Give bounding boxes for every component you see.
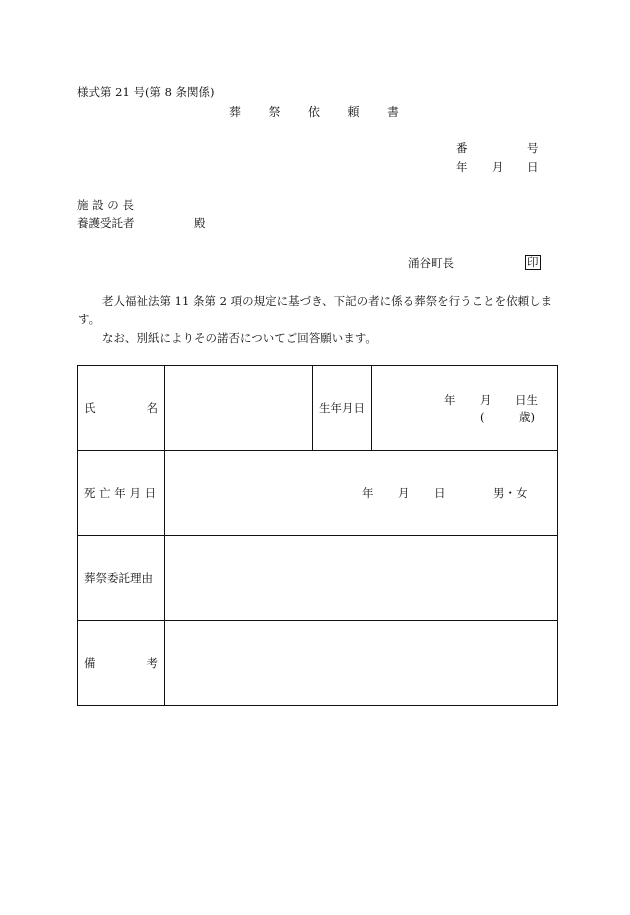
name-label-char: 氏 xyxy=(84,401,96,415)
title-char: 書 xyxy=(386,105,399,119)
dob-month: 月 xyxy=(480,393,492,407)
body-paragraph-1: 老人福祉法第 11 条第 2 項の規定に基づき、下記の者に係る葬祭を行うことを依頼します。 xyxy=(78,294,553,326)
age-close: 歳) xyxy=(519,410,535,424)
sender-name: 涌谷町長 xyxy=(408,256,454,270)
funeral-reason-label: 葬祭委託理由 xyxy=(84,571,153,585)
seal-mark: 印 xyxy=(527,255,539,269)
form-number: 様式第 21 号(第 8 条関係) xyxy=(77,85,215,99)
funeral-reason-value-cell[interactable] xyxy=(165,536,558,621)
remarks-value-cell[interactable] xyxy=(165,621,558,706)
death-date-value-cell[interactable] xyxy=(165,451,558,536)
document-title xyxy=(229,103,399,120)
death-date-label: 死 亡 年 月 日 xyxy=(84,486,157,500)
name-label-cell xyxy=(78,366,165,451)
name-value-cell[interactable] xyxy=(165,366,313,451)
addressee-foster: 養護受託者 xyxy=(77,216,135,230)
name-label-char: 名 xyxy=(146,401,158,415)
sex-choice[interactable]: 男・女 xyxy=(493,486,528,500)
table-row xyxy=(78,536,558,621)
dob-label: 生年月日 xyxy=(319,401,365,415)
date-year: 年 xyxy=(456,160,468,174)
death-date-label-cell xyxy=(78,451,165,536)
number-suffix: 号 xyxy=(527,141,539,155)
date-month: 月 xyxy=(492,160,504,174)
request-form-table xyxy=(77,365,558,706)
dob-day: 日生 xyxy=(515,393,538,407)
number-label: 番 xyxy=(456,141,468,155)
title-char: 頼 xyxy=(347,105,360,119)
title-char: 葬 xyxy=(229,105,242,119)
title-char: 祭 xyxy=(268,105,281,119)
title-char: 依 xyxy=(307,105,320,119)
table-row xyxy=(78,621,558,706)
death-day: 日 xyxy=(434,486,446,500)
body-paragraph-2: なお、別紙によりその諾否についてご回答願います。 xyxy=(102,331,377,345)
date-day: 日 xyxy=(527,160,539,174)
dob-label-cell xyxy=(313,366,372,451)
death-year: 年 xyxy=(362,486,374,500)
remarks-label-cell xyxy=(78,621,165,706)
age-open: ( xyxy=(480,410,485,424)
death-month: 月 xyxy=(398,486,410,500)
remarks-label-char: 考 xyxy=(146,656,158,670)
funeral-reason-label-cell xyxy=(78,536,165,621)
dob-value-cell[interactable] xyxy=(372,366,558,451)
remarks-label-char: 備 xyxy=(84,656,96,670)
table-row xyxy=(78,451,558,536)
addressee-honorific: 殿 xyxy=(194,216,206,230)
dob-year: 年 xyxy=(444,393,456,407)
addressee-facility-head: 施 設 の 長 xyxy=(77,198,134,212)
table-row xyxy=(78,366,558,451)
